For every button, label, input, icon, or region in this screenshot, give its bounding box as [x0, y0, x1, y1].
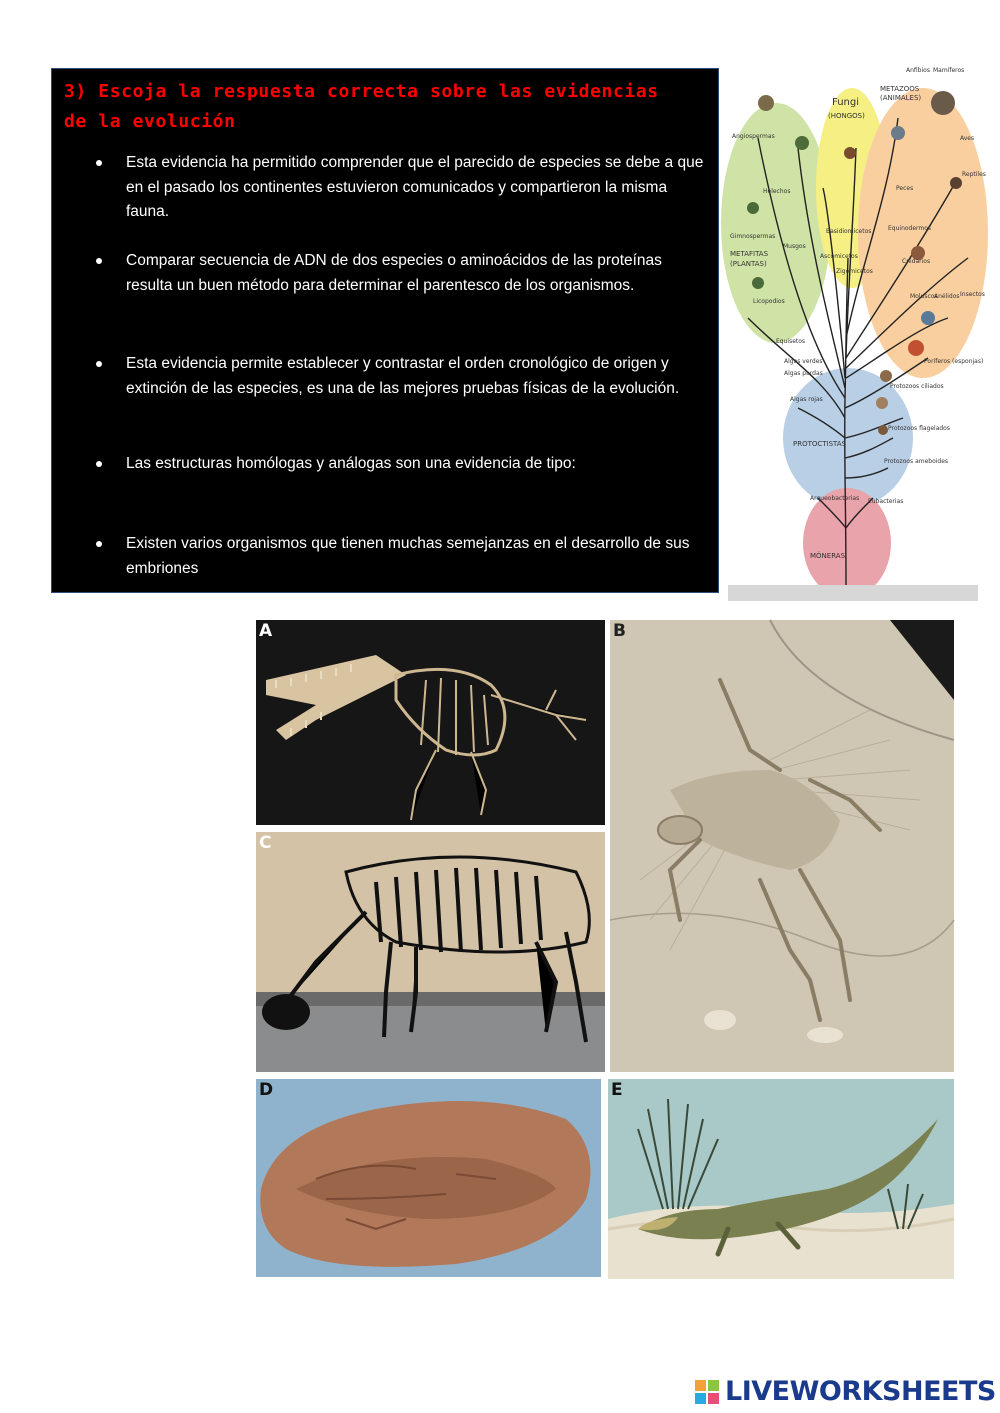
equisetos-label: Equisetos	[776, 338, 806, 345]
algas-pardas-label: Algas pardas	[784, 370, 823, 377]
photo-label-a: A	[259, 621, 273, 641]
photo-label-b: B	[613, 621, 626, 641]
zigomicetos-label: Zigomicetos	[836, 268, 873, 275]
protozoos-flagelados-label: Protozoos flagelados	[888, 425, 950, 432]
metafitas-label: METAFITAS	[730, 250, 769, 258]
photo-label-d: D	[259, 1080, 274, 1100]
bullet-text: Comparar secuencia de ADN de dos especies o aminoácidos de las proteínas resulta un buen método para determinar el parentesco de los organismos.	[126, 252, 662, 294]
protoctistas-label: PROTOCTISTAS	[793, 440, 847, 448]
anfibios-label: Anfibios	[906, 67, 930, 74]
algas-rojas-label: Algas rojas	[790, 396, 823, 403]
liveworksheets-logo-text: LIVEWORKSHEETS	[725, 1376, 996, 1407]
bullet-dot-icon	[96, 361, 102, 367]
aves-label: Aves	[960, 135, 975, 142]
poriferos-label: Poríferos (esponjas)	[924, 358, 984, 365]
animales-label: (ANIMALES)	[880, 94, 922, 102]
basidiomicetos-label: Basidiomicetos	[826, 228, 872, 235]
helechos-label: Helechos	[763, 188, 791, 195]
ascomicetos-label: Ascomicetos	[820, 253, 858, 260]
mamiferos-label: Mamíferos	[933, 67, 965, 74]
bullet-text: Existen varios organismos que tienen muchas semejanzas en el desarrollo de sus embriones	[126, 535, 690, 577]
plantas-label: (PLANTAS)	[730, 260, 767, 268]
bullet-text: Esta evidencia ha permitido comprender que el parecido de especies se debe a que en el pasado los continentes estuvieron comunicados y compartieron la misma fauna.	[126, 154, 704, 220]
photo-a	[256, 620, 605, 825]
licopodios-label: Licopodios	[753, 298, 785, 305]
bullet-dot-icon	[96, 160, 102, 166]
moluscos-label: Moluscos	[910, 293, 938, 300]
peces-label: Peces	[896, 185, 914, 192]
photo-label-e: E	[611, 1080, 623, 1100]
musgos-label: Musgos	[783, 243, 806, 250]
metazoos-label: METAZOOS	[880, 85, 920, 93]
animals-region	[858, 88, 988, 378]
photo-d	[256, 1079, 601, 1277]
anelidos-label: Anélidos	[934, 293, 960, 300]
photo-c	[256, 832, 605, 1072]
angiospermas-label: Angiospermas	[732, 133, 775, 140]
reptiles-label: Reptiles	[962, 171, 986, 178]
photo-e	[608, 1079, 954, 1279]
liveworksheets-logo-icon	[695, 1380, 719, 1404]
hongos-label: (HONGOS)	[828, 112, 865, 120]
question-title: 3) Escoja la respuesta correcta sobre las evidencias de la evolución	[64, 81, 659, 132]
gimnospermas-label: Gimnospermas	[730, 233, 776, 240]
bullet-dot-icon	[96, 258, 102, 264]
eubacterias-label: Eubacterias	[868, 498, 904, 505]
bullet-text: Las estructuras homólogas y análogas son una evidencia de tipo:	[126, 455, 576, 472]
protozoos-ameboides-label: Protozoos ameboides	[884, 458, 949, 465]
equinodermos-label: Equinodermos	[888, 225, 932, 232]
fungi-label: Fungi	[832, 97, 860, 108]
question-box	[51, 68, 719, 593]
photo-label-c: C	[259, 833, 272, 853]
photo-b	[610, 620, 954, 1072]
insectos-label: Insectos	[960, 291, 985, 298]
bullet-dot-icon	[96, 541, 102, 547]
protozoos-ciliados-label: Protozoos ciliados	[890, 383, 944, 390]
cnidarios-label: Cnidarios	[902, 258, 931, 265]
moneras-label: MÓNERAS	[810, 552, 846, 560]
algas-verdes-label: Algas verdes	[784, 358, 823, 365]
bullet-text: Esta evidencia permite establecer y contrastar el orden cronológico de origen y extinción de las especies, es una de las mejores pruebas físicas de la evolución.	[126, 355, 680, 397]
phylogenetic-tree-image	[728, 58, 986, 602]
arqueobacterias-label: Arqueobacterias	[810, 495, 860, 502]
bullet-dot-icon	[96, 461, 102, 467]
